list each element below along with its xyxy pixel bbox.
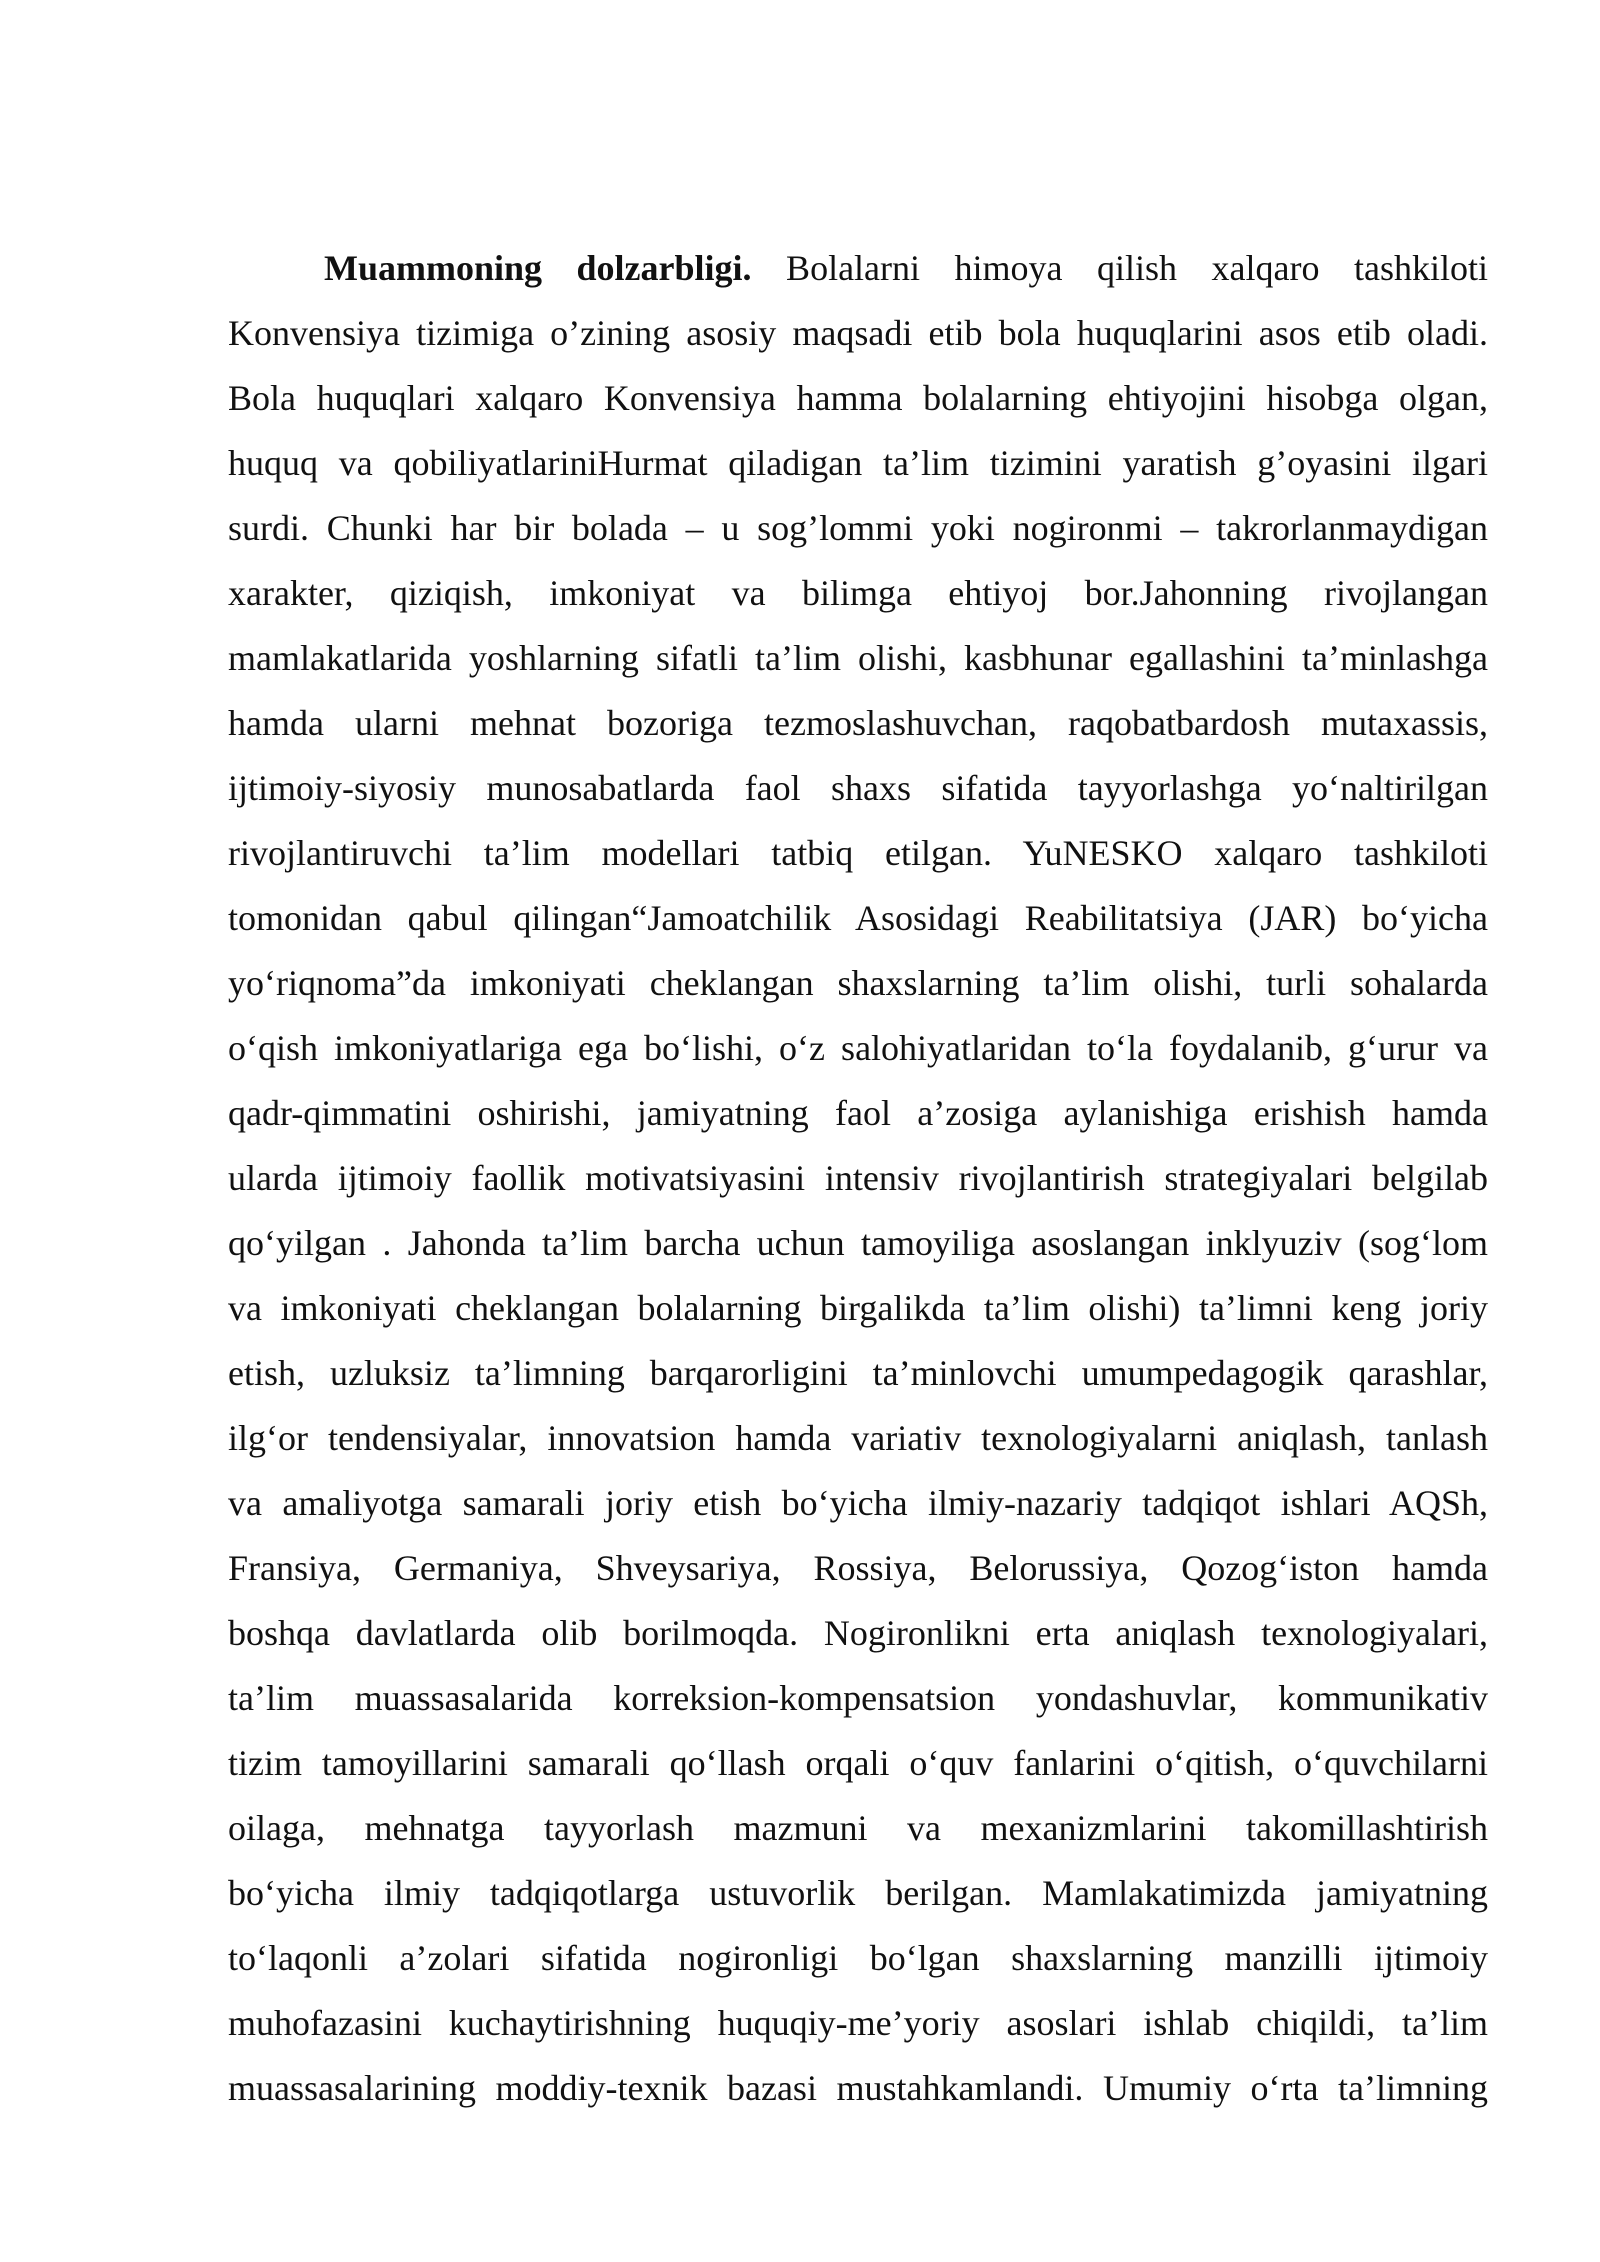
text-line: ta’lim muassasalarida korreksion-kompensatsion yondashuvlar, kommunikativ	[228, 1678, 1488, 1718]
text-line: Fransiya, Germaniya, Shveysariya, Rossiya, Belorussiya, Qozog‘iston hamda	[228, 1548, 1488, 1588]
text-line: bo‘yicha ilmiy tadqiqotlarga ustuvorlik berilgan. Mamlakatimizda jamiyatning	[228, 1873, 1488, 1913]
text-line: surdi. Chunki har bir bolada – u sog’lommi yoki nogironmi – takrorlanmaydigan	[228, 508, 1488, 548]
text-line: ularda ijtimoiy faollik motivatsiyasini intensiv rivojlantirish strategiyalari belgilab	[228, 1158, 1488, 1198]
text-line: tizim tamoyillarini samarali qo‘llash orqali o‘quv fanlarini o‘qitish, o‘quvchilarni	[228, 1743, 1488, 1783]
text-line: xarakter, qiziqish, imkoniyat va bilimga ehtiyoj bor.Jahonning rivojlangan	[228, 573, 1488, 613]
document-page	[228, 236, 1488, 2121]
text-line: qadr-qimmatini oshirishi, jamiyatning faol a’zosiga aylanishiga erishish hamda	[228, 1093, 1488, 1133]
text-line: muassasalarining moddiy-texnik bazasi mustahkamlandi. Umumiy o‘rta ta’limning	[228, 2068, 1488, 2108]
text-line: va imkoniyati cheklangan bolalarning birgalikda ta’lim olishi) ta’limni keng joriy	[228, 1288, 1488, 1328]
paragraph-first-line	[228, 236, 1488, 301]
text-line: etish, uzluksiz ta’limning barqarorligini ta’minlovchi umumpedagogik qarashlar,	[228, 1353, 1488, 1393]
text-line: rivojlantiruvchi ta’lim modellari tatbiq etilgan. YuNESKO xalqaro tashkiloti	[228, 833, 1488, 873]
text-line: Bola huquqlari xalqaro Konvensiya hamma bolalarning ehtiyojini hisobga olgan,	[228, 378, 1488, 418]
text-line: o‘qish imkoniyatlariga ega bo‘lishi, o‘z salohiyatlaridan to‘la foydalanib, g‘urur va	[228, 1028, 1488, 1068]
text-line: to‘laqonli a’zolari sifatida nogironligi bo‘lgan shaxslarning manzilli ijtimoiy	[228, 1938, 1488, 1978]
text-line: oilaga, mehnatga tayyorlash mazmuni va mexanizmlarini takomillashtirish	[228, 1808, 1488, 1848]
text-line: hamda ularni mehnat bozoriga tezmoslashuvchan, raqobatbardosh mutaxassis,	[228, 703, 1488, 743]
text-line: yo‘riqnoma”da imkoniyati cheklangan shaxslarning ta’lim olishi, turli sohalarda	[228, 963, 1488, 1003]
text-line: qo‘yilgan . Jahonda ta’lim barcha uchun tamoyiliga asoslangan inklyuziv (sog‘lom	[228, 1223, 1488, 1263]
text-line: Bolalarni himoya qilish xalqaro tashkiloti	[751, 248, 1489, 288]
text-line: Konvensiya tizimiga o’zining asosiy maqsadi etib bola huquqlarini asos etib oladi.	[228, 313, 1488, 353]
text-line: muhofazasini kuchaytirishning huquqiy-me’yoriy asoslari ishlab chiqildi, ta’lim	[228, 2003, 1488, 2043]
text-line: huquq va qobiliyatlariniHurmat qiladigan ta’lim tizimini yaratish g’oyasini ilgari	[228, 443, 1488, 483]
text-line: ijtimoiy-siyosiy munosabatlarda faol shaxs sifatida tayyorlashga yo‘naltirilgan	[228, 768, 1488, 808]
text-line: boshqa davlatlarda olib borilmoqda. Nogironlikni erta aniqlash texnologiyalari,	[228, 1613, 1488, 1653]
section-heading: Muammoning dolzarbligi.	[324, 248, 752, 288]
text-line: va amaliyotga samarali joriy etish bo‘yicha ilmiy-nazariy tadqiqot ishlari AQSh,	[228, 1483, 1488, 1523]
text-line: ilg‘or tendensiyalar, innovatsion hamda variativ texnologiyalarni aniqlash, tanlash	[228, 1418, 1488, 1458]
text-line: tomonidan qabul qilingan“Jamoatchilik Asosidagi Reabilitatsiya (JAR) bo‘yicha	[228, 898, 1488, 938]
text-line: mamlakatlarida yoshlarning sifatli ta’lim olishi, kasbhunar egallashini ta’minlashga	[228, 638, 1488, 678]
